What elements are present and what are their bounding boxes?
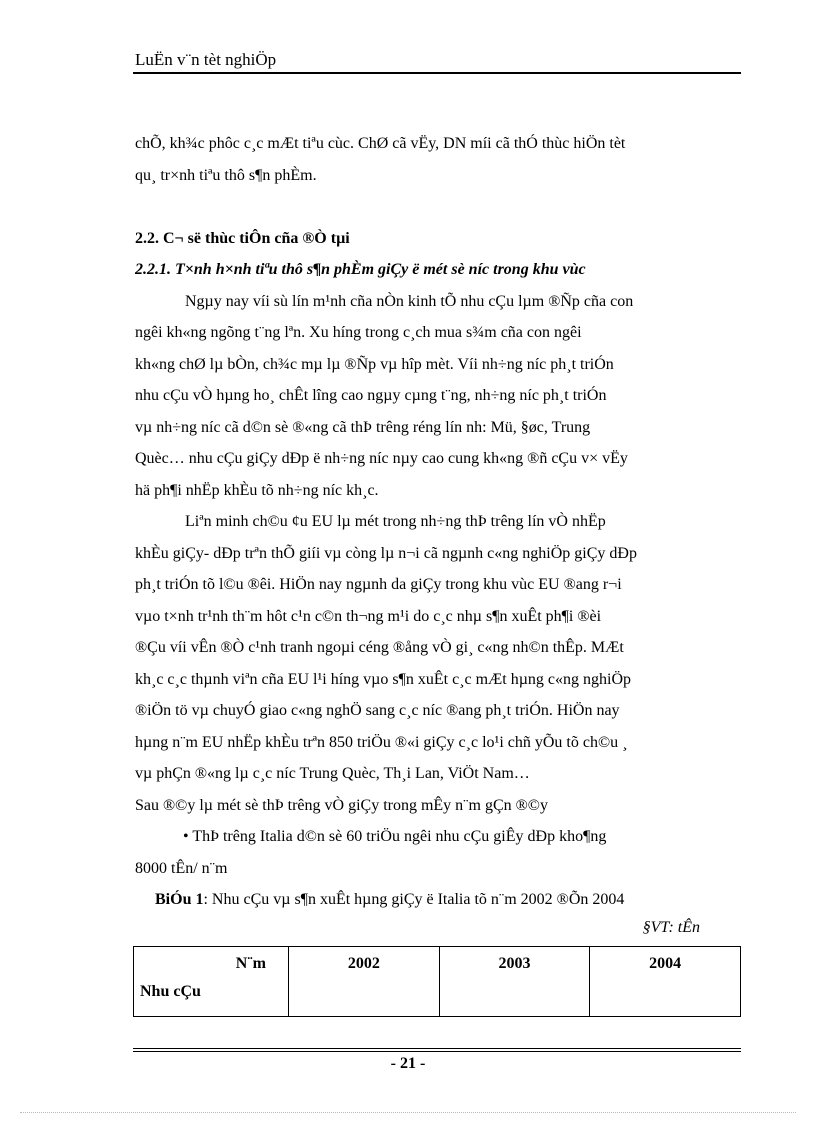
- text-line: khÈu giÇy- dÐp trªn thÕ giíi vµ còng lµ n¬i cã ngµnh c«ng nghiÖp giÇy dÐp: [135, 544, 637, 562]
- table-corner-cell: [134, 947, 289, 1017]
- text-line: qu¸ tr×nh tiªu thô s¶n phÈm.: [135, 166, 317, 184]
- section-heading: 2.2. C¬ së thùc tiÔn cña ®Ò tµi: [135, 229, 350, 247]
- year-header: 2002: [289, 947, 440, 1017]
- footer-rule: [133, 1048, 741, 1049]
- text-line: Quèc… nhu cÇu giÇy dÐp ë nh÷ng níc nµy cao cung kh«ng ®ñ cÇu v× vËy: [135, 450, 628, 467]
- text-line: vµ phÇn ®«ng lµ c¸c níc Trung Quèc, Th¸i Lan, ViÖt Nam…: [135, 765, 530, 782]
- table-row: [134, 947, 741, 1017]
- demand-table: [133, 946, 741, 1017]
- text-line: [135, 191, 740, 223]
- text-line: hµng n¨m EU nhËp khÈu trªn 850 triÖu ®«i giÇy c¸c lo¹i chñ yÕu tõ ch©u ¸: [135, 733, 628, 751]
- text-line: Ngµy nay víi sù lín m¹nh cña nÒn kinh tÕ nhu cÇu lµm ®Ñp cña con: [185, 292, 634, 310]
- corner-label-demand: Nhu cÇu: [140, 983, 201, 1000]
- text-line: nhu cÇu vÒ hµng ho¸ chÊt lîng cao ngµy cµng t¨ng, nh÷ng níc ph¸t triÓn: [135, 387, 607, 404]
- header-rule: [133, 72, 741, 74]
- text-line: kh«ng chØ lµ bÒn, ch¾c mµ lµ ®Ñp vµ hîp mèt. Víi nh÷ng níc ph¸t triÓn: [135, 355, 614, 373]
- text-line: ®iÖn tö vµ chuyÓ giao c«ng nghÖ sang c¸c níc ®ang ph¸t triÓn. HiÖn nay: [135, 702, 620, 719]
- text-line: ngêi kh«ng ngõng t¨ng lªn. Xu híng trong c¸ch mua s¾m cña con ngêi: [135, 324, 582, 341]
- text-line: kh¸c c¸c thµnh viªn cña EU l¹i híng vµo s¶n xuÊt c¸c mÆt hµng c«ng nghiÖp: [135, 670, 632, 688]
- caption-label: BiÓu 1: [155, 891, 204, 908]
- body-text: [135, 128, 740, 940]
- text-line: vµ nh÷ng níc cã d©n sè ®«ng cã thÞ trêng réng lín nh: Mü, §øc, Trung: [135, 418, 591, 436]
- corner-label-year: N¨m: [235, 955, 266, 972]
- page-header-title: LuËn v¨n tèt nghiÖp: [135, 50, 277, 69]
- text-line: 8000 tÊn/ n¨m: [135, 859, 228, 877]
- unit-label: §VT: tÊn: [642, 918, 700, 936]
- text-line: Sau ®©y lµ mét sè thÞ trêng vÒ giÇy trong mÊy n¨m gÇn ®©y: [135, 796, 548, 814]
- page-number: - 21 -: [390, 1055, 426, 1072]
- footer-rule: [133, 1051, 741, 1052]
- text-line: vµo t×nh tr¹nh th¨m hôt c¹n c©n th¬ng m¹i do c¸c nhµ s¶n xuÊt ph¶i ®èi: [135, 607, 602, 625]
- text-line: ph¸t triÓn tõ l©u ®êi. HiÖn nay ngµnh da giÇy trong khu vùc EU ®ang r¬i: [135, 576, 622, 593]
- text-line: chÕ, kh¾c phôc c¸c mÆt tiªu cùc. ChØ cã vËy, DN míi cã thÓ thùc hiÖn tèt: [135, 135, 626, 152]
- year-header: 2004: [590, 947, 741, 1017]
- text-line: ®Çu víi vÊn ®Ò c¹nh tranh ngoµi céng ®ång vÒ gi¸ c«ng nh©n thÊp. MÆt: [135, 639, 624, 656]
- table-caption: [135, 884, 740, 916]
- page-edge: [20, 1112, 796, 1113]
- text-line: Liªn minh ch©u ¢u EU lµ mét trong nh÷ng thÞ trêng lín vÒ nhËp: [185, 513, 606, 530]
- text-line: • ThÞ trêng Italia d©n sè 60 triÖu ngêi nhu cÇu giÊy dÐp kho¶ng: [183, 828, 607, 845]
- year-header: 2003: [439, 947, 590, 1017]
- subsection-heading: 2.2.1. T×nh h×nh tiªu thô s¶n phÈm giÇy ë mét sè níc trong khu vùc: [135, 261, 586, 278]
- caption-text: : Nhu cÇu vµ s¶n xuÊt hµng giÇy ë Italia tõ n¨m 2002 ®Õn 2004: [203, 891, 625, 908]
- text-line: hä ph¶i nhËp khÈu tõ nh÷ng níc kh¸c.: [135, 481, 379, 499]
